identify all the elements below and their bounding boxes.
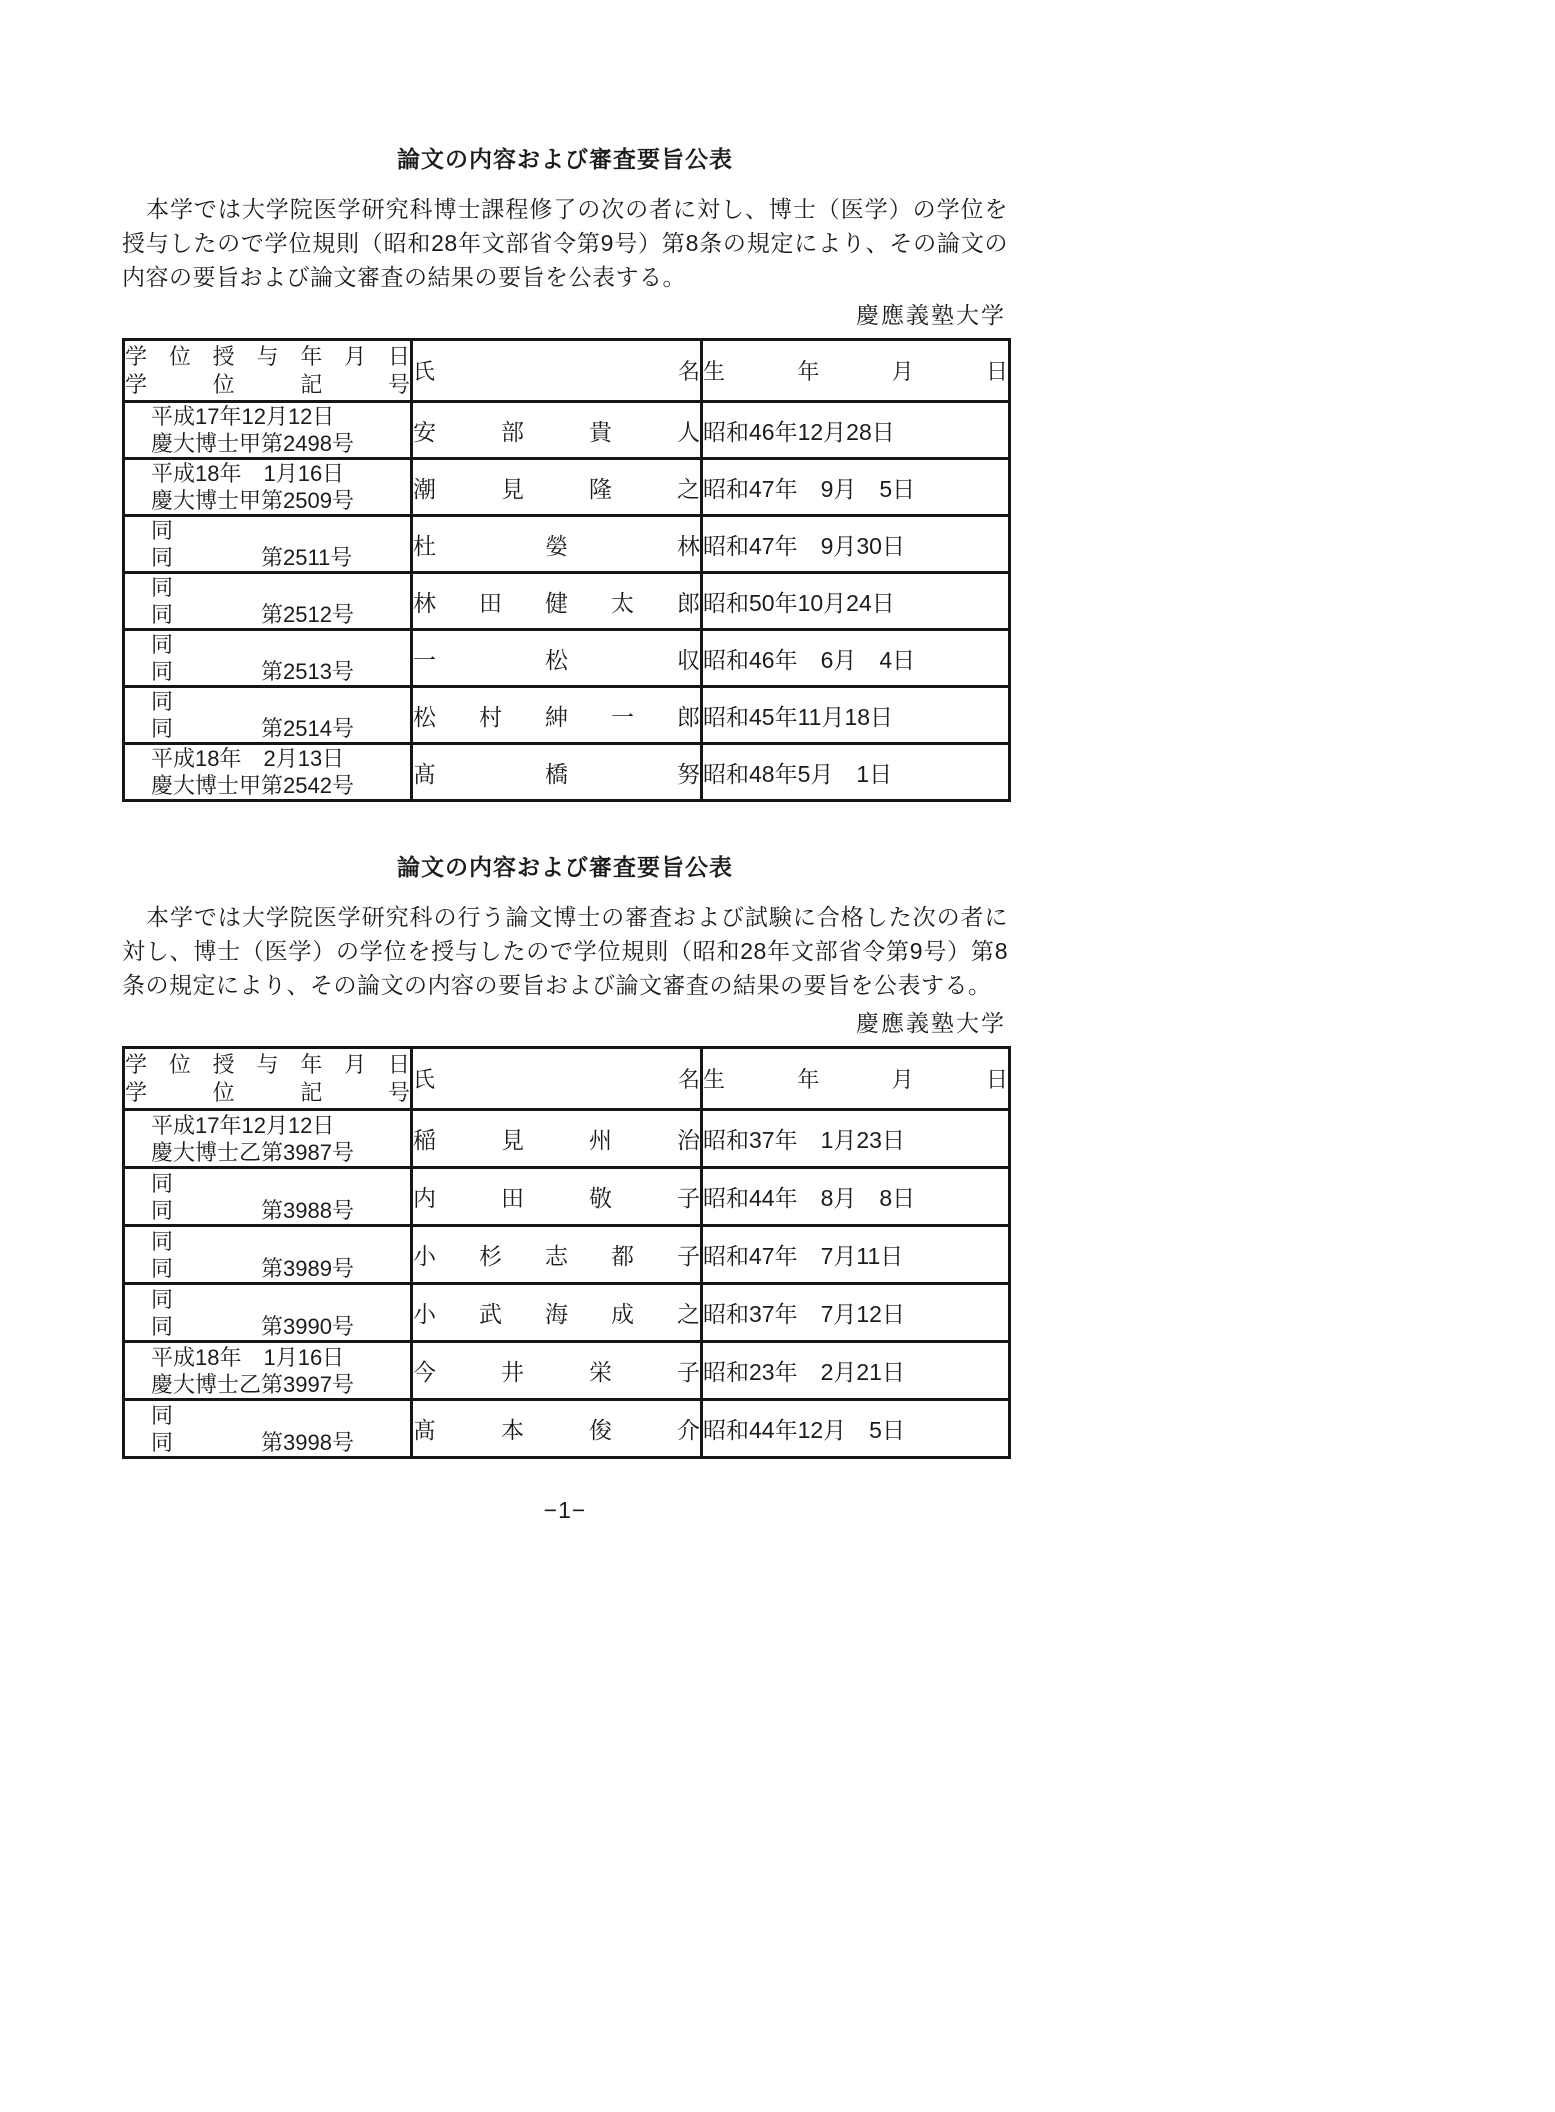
degree-number-line: 同 第2512号 <box>151 602 354 627</box>
person-name: 杜 嫈 林 <box>413 532 700 559</box>
degree-number-line: 慶大博士乙第3987号 <box>151 1139 354 1165</box>
header-name-cell <box>412 1048 702 1110</box>
person-name: 潮 見 隆 之 <box>413 475 700 502</box>
birth-date-cell <box>702 744 1010 801</box>
person-name: 今 井 栄 子 <box>413 1359 700 1385</box>
section2-degree-table <box>122 1046 1011 1459</box>
person-name: 小 武 海 成 之 <box>413 1301 700 1327</box>
table-header-row <box>124 1048 1010 1110</box>
table-row <box>124 1110 1010 1168</box>
degree-number-line: 同 第3988号 <box>151 1197 354 1223</box>
birth-date: 昭和46年 6月 4日 <box>703 646 916 673</box>
table-row <box>124 1168 1010 1226</box>
degree-date-cell <box>124 1226 412 1284</box>
table-row <box>124 1284 1010 1342</box>
header-degree-date-line1: 学 位 授 与 年 月 日 <box>125 1051 410 1077</box>
page-number: −1− <box>543 1497 587 1523</box>
person-name: 一 松 収 <box>413 646 700 673</box>
degree-date-line: 平成18年 2月13日 <box>151 746 345 771</box>
degree-date-line: 同 <box>151 689 174 714</box>
degree-date-line: 平成17年12月12日 <box>151 404 335 429</box>
degree-number-line: 慶大博士甲第2542号 <box>151 773 354 798</box>
degree-date-cell <box>124 516 412 573</box>
person-name-cell <box>412 402 702 459</box>
birth-date-cell <box>702 516 1010 573</box>
degree-number-line: 慶大博士乙第3997号 <box>151 1371 354 1397</box>
birth-date-cell <box>702 459 1010 516</box>
degree-date-line: 平成17年12月12日 <box>151 1112 335 1138</box>
person-name: 髙 本 俊 介 <box>413 1417 700 1443</box>
table-row <box>124 687 1010 744</box>
person-name-cell <box>412 516 702 573</box>
birth-date-cell <box>702 573 1010 630</box>
table-header-row <box>124 340 1010 402</box>
degree-date-line: 同 <box>151 632 174 657</box>
degree-date-cell <box>124 459 412 516</box>
degree-date-line: 平成18年 1月16日 <box>151 1344 345 1370</box>
person-name: 稲 見 州 治 <box>413 1127 700 1153</box>
section2-title: 論文の内容および審査要旨公表 <box>397 854 733 880</box>
person-name: 小 杉 志 都 子 <box>413 1243 700 1269</box>
birth-date: 昭和47年 7月11日 <box>703 1243 904 1269</box>
birth-date-cell <box>702 402 1010 459</box>
person-name: 内 田 敬 子 <box>413 1185 700 1211</box>
person-name-cell <box>412 744 702 801</box>
person-name-cell <box>412 630 702 687</box>
table-row <box>124 630 1010 687</box>
birth-date-cell <box>702 1168 1010 1226</box>
degree-date-line: 同 <box>151 1286 174 1312</box>
degree-date-line: 同 <box>151 575 174 600</box>
header-birth-date-cell <box>702 340 1010 402</box>
degree-number-line: 慶大博士甲第2498号 <box>151 431 354 456</box>
header-birth-date-label: 生 年 月 日 <box>703 1067 1008 1092</box>
table-row <box>124 573 1010 630</box>
birth-date: 昭和45年11月18日 <box>703 703 894 730</box>
degree-date-cell <box>124 630 412 687</box>
degree-date-cell <box>124 573 412 630</box>
person-name-cell <box>412 459 702 516</box>
degree-date-cell <box>124 402 412 459</box>
degree-number-line: 慶大博士甲第2509号 <box>151 488 354 513</box>
person-name-cell <box>412 1110 702 1168</box>
section-thesis-doctorate <box>122 848 1008 1459</box>
degree-date-line: 同 <box>151 1402 174 1428</box>
degree-date-line: 同 <box>151 1228 174 1254</box>
birth-date: 昭和47年 9月 5日 <box>703 475 916 502</box>
person-name-cell <box>412 687 702 744</box>
header-name-cell <box>412 340 702 402</box>
header-name-label: 氏 名 <box>413 1067 700 1092</box>
birth-date-cell <box>702 1284 1010 1342</box>
person-name-cell <box>412 1400 702 1458</box>
header-degree-date-line1: 学 位 授 与 年 月 日 <box>125 343 410 369</box>
table-row <box>124 1226 1010 1284</box>
section1-degree-table <box>122 338 1011 802</box>
person-name: 林 田 健 太 郎 <box>413 589 700 616</box>
degree-date-cell <box>124 1400 412 1458</box>
section1-body-paragraph: 本学では大学院医学研究科博士課程修了の次の者に対し、博士（医学）の学位を授与したので学位規則（昭和28年文部省令第9号）第8条の規定により、その論文の内容の要旨および論文審査の結果の要旨を公表する。 <box>122 196 1008 290</box>
birth-date: 昭和47年 9月30日 <box>703 532 905 559</box>
section2-body-paragraph: 本学では大学院医学研究科の行う論文博士の審査および試験に合格した次の者に対し、博士（医学）の学位を授与したので学位規則（昭和28年文部省令第9号）第8条の規定により、その論文の内容の要旨および論文審査の結果の要旨を公表する。 <box>122 904 1009 998</box>
degree-date-cell <box>124 744 412 801</box>
degree-number-line: 同 第3989号 <box>151 1255 354 1281</box>
birth-date-cell <box>702 687 1010 744</box>
degree-date-cell <box>124 1284 412 1342</box>
header-name-label: 氏 名 <box>413 359 700 384</box>
table-row <box>124 516 1010 573</box>
birth-date-cell <box>702 1400 1010 1458</box>
birth-date: 昭和44年12月 5日 <box>703 1417 905 1443</box>
table-row <box>124 459 1010 516</box>
birth-date: 昭和23年 2月21日 <box>703 1359 905 1385</box>
header-degree-date-cell <box>124 340 412 402</box>
document-content <box>122 0 1008 1459</box>
degree-number-line: 同 第3990号 <box>151 1313 354 1339</box>
degree-number-line: 同 第3998号 <box>151 1429 354 1455</box>
person-name: 松 村 紳 一 郎 <box>413 703 700 730</box>
degree-number-line: 同 第2513号 <box>151 659 354 684</box>
section1-university-name: 慶應義塾大学 <box>856 302 1006 328</box>
person-name-cell <box>412 1284 702 1342</box>
birth-date-cell <box>702 630 1010 687</box>
degree-number-line: 同 第2514号 <box>151 716 354 741</box>
birth-date: 昭和37年 1月23日 <box>703 1127 905 1153</box>
person-name-cell <box>412 1168 702 1226</box>
table-row <box>124 1400 1010 1458</box>
degree-date-line: 平成18年 1月16日 <box>151 461 345 486</box>
section-doctoral-course <box>122 140 1008 802</box>
header-degree-date-cell <box>124 1048 412 1110</box>
birth-date-cell <box>702 1342 1010 1400</box>
section2-university-name: 慶應義塾大学 <box>856 1010 1006 1036</box>
person-name: 髙 橋 努 <box>413 760 700 787</box>
table-row <box>124 744 1010 801</box>
birth-date: 昭和50年10月24日 <box>703 589 895 616</box>
degree-date-cell <box>124 1168 412 1226</box>
birth-date-cell <box>702 1110 1010 1168</box>
birth-date: 昭和37年 7月12日 <box>703 1301 905 1327</box>
degree-number-line: 同 第2511号 <box>151 545 353 570</box>
person-name-cell <box>412 1342 702 1400</box>
degree-date-line: 同 <box>151 1170 174 1196</box>
section1-title: 論文の内容および審査要旨公表 <box>397 146 733 172</box>
birth-date: 昭和46年12月28日 <box>703 418 895 445</box>
degree-date-cell <box>124 1342 412 1400</box>
degree-date-cell <box>124 1110 412 1168</box>
birth-date: 昭和44年 8月 8日 <box>703 1185 916 1211</box>
header-birth-date-label: 生 年 月 日 <box>703 359 1008 384</box>
header-birth-date-cell <box>702 1048 1010 1110</box>
birth-date-cell <box>702 1226 1010 1284</box>
table-row <box>124 1342 1010 1400</box>
table-row <box>124 402 1010 459</box>
person-name-cell <box>412 1226 702 1284</box>
degree-date-line: 同 <box>151 518 174 543</box>
person-name-cell <box>412 573 702 630</box>
header-degree-number-line2: 学 位 記 号 <box>125 1079 410 1105</box>
person-name: 安 部 貴 人 <box>413 418 700 445</box>
header-degree-number-line2: 学 位 記 号 <box>125 371 410 397</box>
birth-date: 昭和48年5月 1日 <box>703 760 893 787</box>
degree-date-cell <box>124 687 412 744</box>
